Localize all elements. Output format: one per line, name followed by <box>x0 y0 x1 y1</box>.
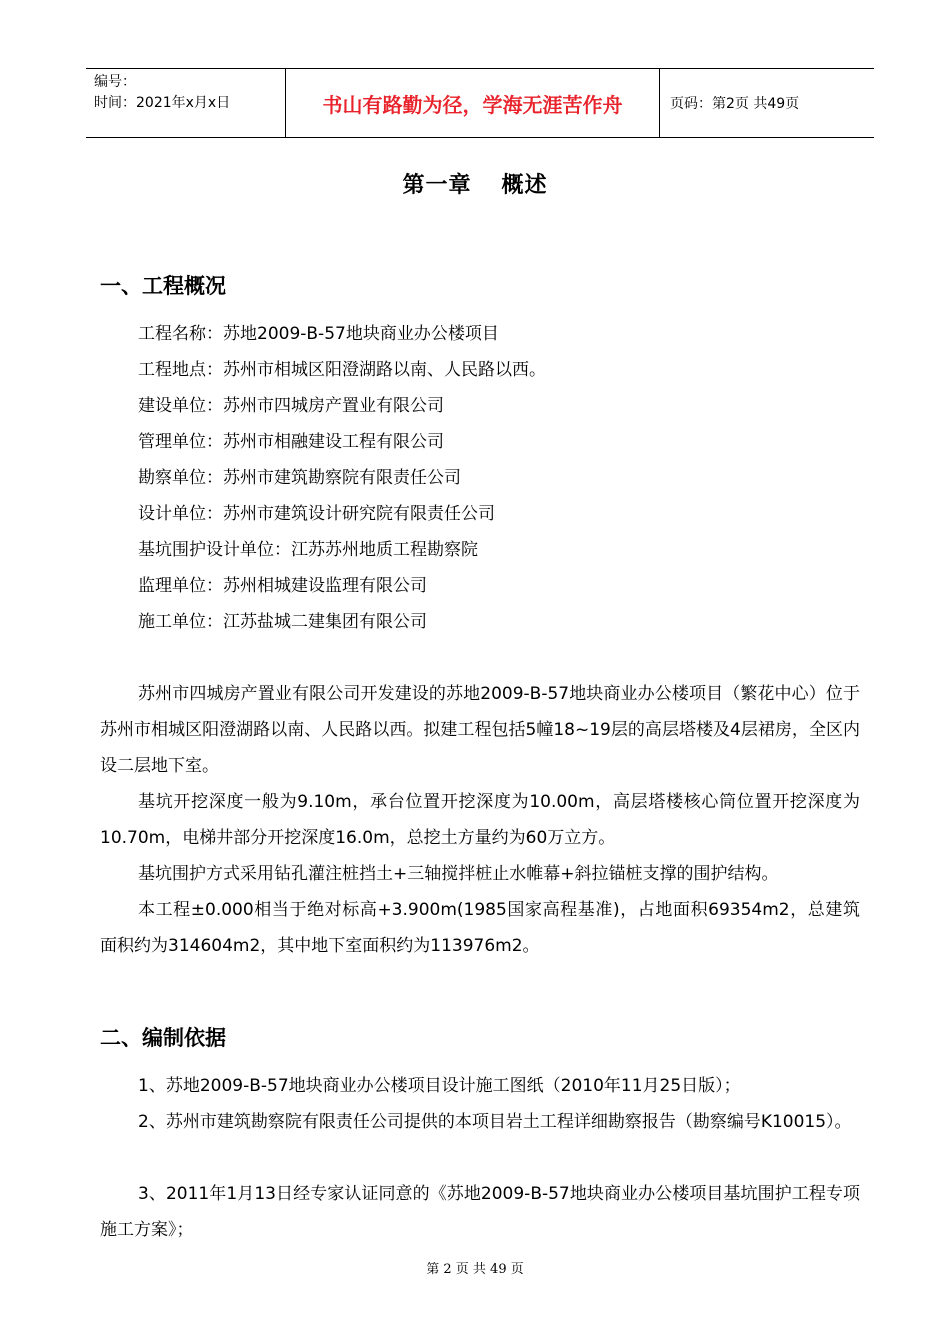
body-paragraph: 基坑围护方式采用钻孔灌注桩挡土+三轴搅拌桩止水帷幕+斜拉锚桩支撑的围护结构。 <box>138 864 779 884</box>
body-paragraph: 苏州市四城房产置业有限公司开发建设的苏地2009-B-57地块商业办公楼项目（繁花中心）位于苏州市相城区阳澄湖路以南、人民路以西。拟建工程包括5幢18~19层的高层塔楼及4层裙房，全区内设二层地下室。 <box>100 684 860 776</box>
section-heading-basis: 二、编制依据 <box>100 1026 226 1050</box>
info-line: 设计单位：苏州市建筑设计研究院有限责任公司 <box>138 504 495 524</box>
body-paragraph: 基坑开挖深度一般为9.10m，承台位置开挖深度为10.00m，高层塔楼核心筒位置开挖深度为10.70m，电梯井部分开挖深度16.0m，总挖土方量约为60万立方。 <box>100 792 860 848</box>
header-motto <box>285 69 660 137</box>
basis-item: 3、2011年1月13日经专家认证同意的《苏地2009-B-57地块商业办公楼项目基坑围护工程专项施工方案》； <box>100 1184 860 1240</box>
page-footer: 第 2 页 共 49 页 <box>426 1262 524 1277</box>
motto-text: 书山有路勤为径，学海无涯苦作舟 <box>322 92 623 117</box>
info-line: 施工单位：江苏盐城二建集团有限公司 <box>138 612 427 632</box>
page-header <box>86 68 874 138</box>
chapter-title <box>0 168 950 199</box>
section-heading-overview: 一、工程概况 <box>100 274 226 298</box>
info-line: 监理单位：苏州相城建设监理有限公司 <box>138 576 427 596</box>
header-meta <box>94 72 230 114</box>
info-line: 工程地点：苏州市相城区阳澄湖路以南、人民路以西。 <box>138 360 546 380</box>
basis-item: 2、苏州市建筑勘察院有限责任公司提供的本项目岩土工程详细勘察报告（勘察编号K10015）。 <box>138 1112 852 1132</box>
header-page-info: 页码：第2页 共49页 <box>670 96 800 112</box>
chapter-name: 概述 <box>501 173 548 198</box>
info-line: 勘察单位：苏州市建筑勘察院有限责任公司 <box>138 468 461 488</box>
body-paragraph: 本工程±0.000相当于绝对标高+3.900m(1985国家高程基准)，占地面积69354m2，总建筑面积约为314604m2，其中地下室面积约为113976m2。 <box>100 900 860 956</box>
chapter-number: 第一章 <box>402 173 472 198</box>
info-line: 工程名称：苏地2009-B-57地块商业办公楼项目 <box>138 324 499 344</box>
header-time: 时间：2021年x月x日 <box>94 95 231 111</box>
info-line: 基坑围护设计单位：江苏苏州地质工程勘察院 <box>138 540 478 560</box>
info-line: 建设单位：苏州市四城房产置业有限公司 <box>138 396 444 416</box>
info-line: 管理单位：苏州市相融建设工程有限公司 <box>138 432 444 452</box>
basis-item: 1、苏地2009-B-57地块商业办公楼项目设计施工图纸（2010年11月25日版）； <box>138 1076 741 1096</box>
header-number: 编号： <box>94 74 136 90</box>
